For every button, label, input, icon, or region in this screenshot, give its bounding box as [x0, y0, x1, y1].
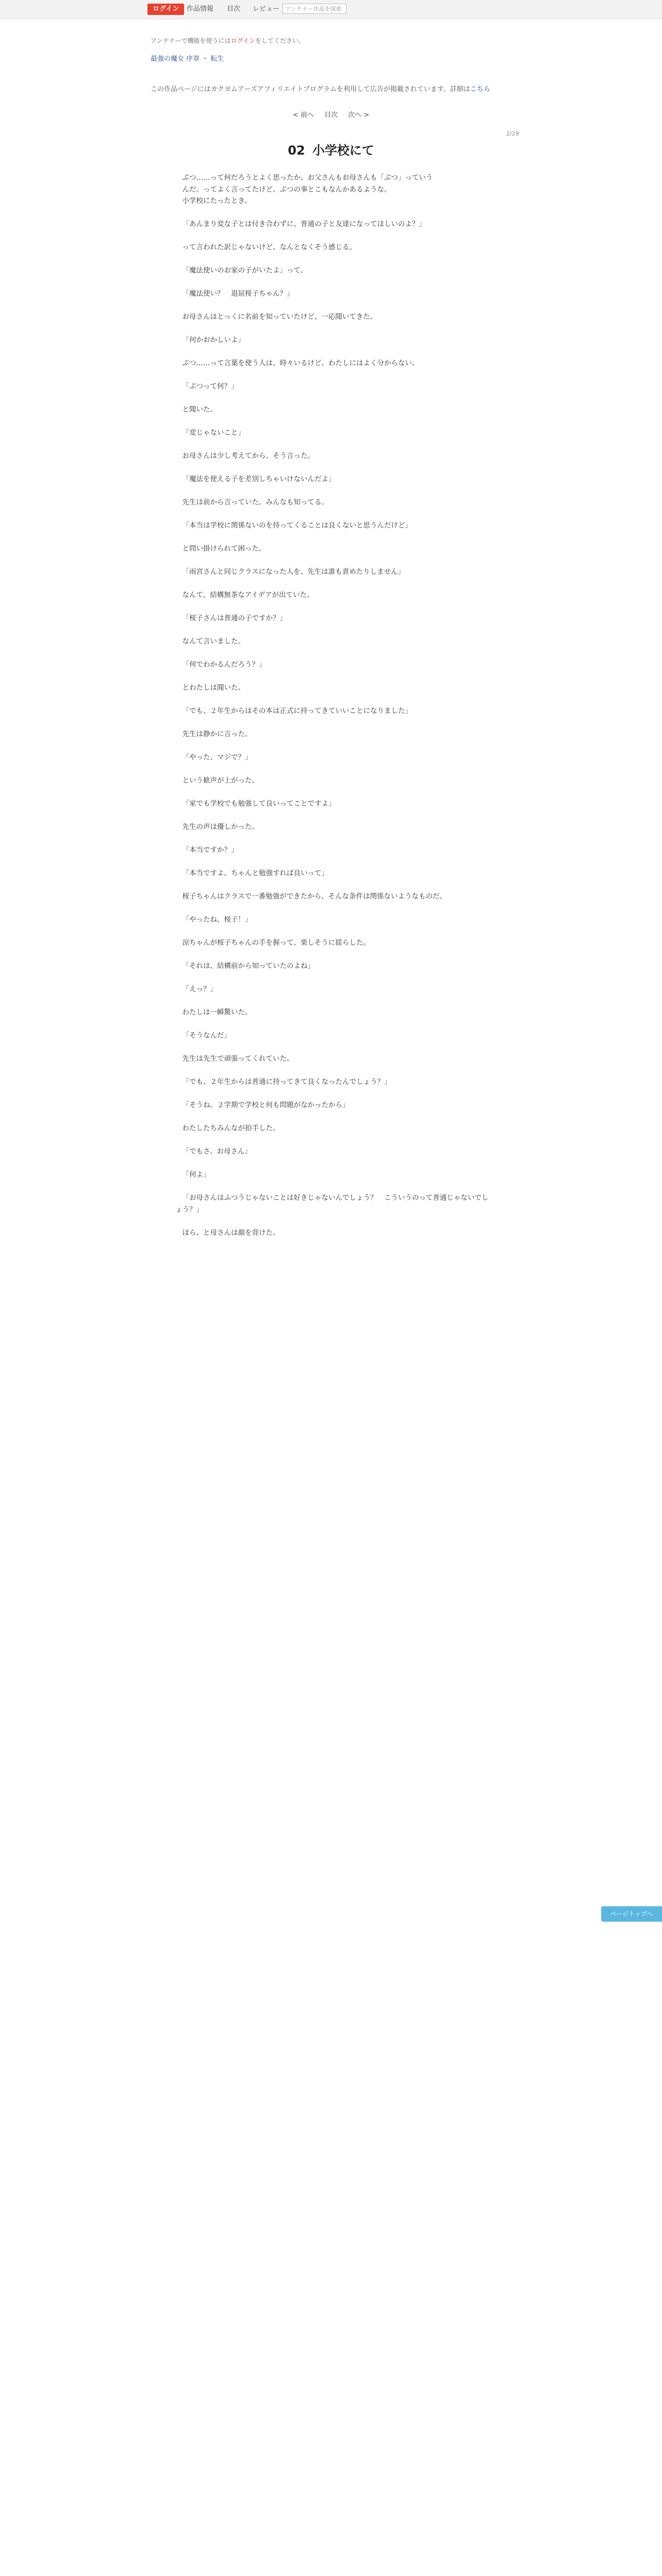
breadcrumb[interactable]: 最強の魔女 序章 ・ 転生	[151, 55, 224, 63]
body-paragraph: 「魔法を使える子を差別しちゃいけないんだよ」	[182, 475, 336, 483]
body-paragraph	[175, 903, 491, 914]
body-paragraph: んだ。ってよく言ってたけど、ぶつの事とこもなんかあるような。	[182, 185, 391, 194]
body-paragraph	[175, 949, 491, 961]
body-paragraph	[175, 1111, 491, 1123]
body-paragraph	[175, 926, 491, 938]
top-navigation-bar	[0, 0, 662, 19]
body-paragraph	[175, 671, 491, 683]
login-notice-before: アンテナーで機能を使うには	[151, 37, 231, 44]
prev-episode-link[interactable]: < 前へ	[292, 111, 314, 119]
body-paragraph: 「何でわかるんだろう？」	[182, 660, 266, 669]
body-paragraph	[175, 1215, 491, 1227]
body-paragraph: 小学校にたったとき。	[182, 197, 252, 205]
body-paragraph	[175, 810, 491, 822]
body-paragraph: 「桜子さんは普通の子ですか？」	[182, 614, 287, 622]
body-paragraph: 「でも、２年生からはその本は正式に持ってきていいことになりました」	[182, 707, 412, 715]
nav-toc[interactable]: 目次	[227, 5, 241, 13]
page-number: 2/29	[506, 130, 519, 137]
body-paragraph	[175, 601, 491, 613]
body-paragraph: とわたしは聞いた。	[182, 684, 245, 692]
body-paragraph: 「やったね、桜子！」	[182, 916, 252, 924]
body-paragraph: と問い掛けられて困った。	[182, 545, 266, 553]
body-paragraph: という歓声が上がった。	[182, 776, 259, 785]
affiliate-notice-text: この作品ページにはカクヨムアーズアフィリエイトプログラムを利用して広告が掲載されています。詳細は	[151, 86, 470, 93]
body-paragraph	[175, 787, 491, 799]
body-paragraph: 「変じゃないこと」	[182, 429, 245, 437]
body-paragraph	[175, 555, 491, 567]
body-paragraph: 「でも、２年生からは普通に持ってきて良くなったんでしょう？」	[182, 1078, 391, 1086]
search-input[interactable]: アンテナー作品を探索	[283, 4, 346, 14]
body-paragraph: 先生は先生で頑張ってくれていた。	[182, 1055, 294, 1063]
body-paragraph: 「何かおかしいよ」	[182, 336, 245, 344]
episode-number: 02	[288, 143, 305, 158]
nav-review[interactable]: レビュー	[253, 5, 280, 13]
body-paragraph	[175, 764, 491, 775]
body-paragraph: と聞いた。	[182, 405, 217, 414]
body-paragraph: 「本当は学校に関係ないのを持ってくることは良くないと思うんだけど」	[182, 521, 412, 530]
body-paragraph	[175, 462, 491, 474]
episode-pager	[0, 109, 662, 119]
body-paragraph	[175, 393, 491, 404]
affiliate-notice-link[interactable]: こちら	[470, 86, 490, 93]
body-paragraph	[175, 485, 491, 497]
body-paragraph: ほら、と母さんは顔を背けた。	[182, 1228, 280, 1237]
next-episode-link[interactable]: 次へ >	[348, 111, 370, 119]
body-paragraph: 「魔法使い？ 退屈桜子ちゃん？」	[182, 290, 294, 298]
body-paragraph	[175, 972, 491, 984]
body-paragraph: って言われた訳じゃないけど、なんとなくそう感じる。	[182, 243, 356, 251]
body-paragraph: ぶつ……って言葉を使う人は、時々いるけど、わたしにはよく分からない。	[182, 359, 419, 367]
episode-title-text: 小学校にて	[312, 143, 374, 158]
login-notice-after: をしてください。	[255, 37, 305, 44]
episode-body	[175, 172, 491, 1239]
body-paragraph: お母さんは少し考えてから、そう言った。	[182, 452, 315, 460]
body-paragraph: 「お母さんはふつうじゃないことは好きじゃないんでしょう？ こういうのって普通じゃないでしょう？」	[175, 1194, 489, 1214]
body-paragraph	[175, 1134, 491, 1146]
body-paragraph	[175, 1042, 491, 1054]
body-paragraph	[175, 416, 491, 428]
body-paragraph	[175, 323, 491, 335]
body-paragraph: 「家でも学校でも勉強して良いってことですよ」	[182, 800, 336, 808]
body-paragraph: 「えっ？」	[182, 985, 217, 993]
body-paragraph	[175, 277, 491, 289]
body-paragraph	[175, 624, 491, 636]
body-paragraph	[175, 578, 491, 590]
body-paragraph	[175, 1088, 491, 1100]
body-paragraph	[175, 300, 491, 312]
body-paragraph: 先生は前から言っていた。みんなも知ってる。	[182, 498, 328, 506]
body-paragraph	[175, 253, 491, 265]
episode-title	[0, 140, 662, 158]
body-paragraph: わたしたちみんなが拍手した。	[182, 1124, 280, 1132]
body-paragraph	[175, 740, 491, 752]
body-paragraph: なんて言いました。	[182, 637, 245, 646]
body-paragraph	[175, 1181, 491, 1193]
body-paragraph: お母さんはとっくに名前を知っていたけど、一応聞いてきた。	[182, 313, 377, 321]
body-paragraph	[175, 439, 491, 451]
scroll-top-tab[interactable]: ページトップへ	[601, 1906, 662, 1922]
body-paragraph: 涼ちゃんが桜子ちゃんの手を握って、楽しそうに揺らした。	[182, 939, 370, 947]
body-paragraph: 「何よ」	[182, 1171, 210, 1179]
login-notice-link[interactable]: ログイン	[230, 37, 255, 44]
body-paragraph: わたしは一瞬驚いた。	[182, 1008, 252, 1016]
body-paragraph: 「本当ですか？」	[182, 846, 238, 854]
body-paragraph	[175, 346, 491, 358]
body-paragraph	[175, 509, 491, 520]
login-button[interactable]: ログイン	[147, 4, 184, 15]
body-paragraph: 「それは、結構前から知っていたのよね」	[182, 962, 315, 970]
body-paragraph: 先生は静かに言った。	[182, 730, 252, 738]
body-paragraph: 「雨宮さんと同じクラスになった人を、先生は誰も責めたりしません」	[182, 568, 405, 576]
body-paragraph	[175, 856, 491, 868]
body-paragraph	[175, 717, 491, 729]
body-paragraph	[175, 369, 491, 381]
body-paragraph: 「そうなんだ」	[182, 1031, 231, 1040]
body-paragraph: なんて、結構無茶なアイデアが出ていた。	[182, 591, 314, 599]
body-paragraph: 「本当ですよ。ちゃんと勉強すれば良いって」	[182, 869, 328, 877]
body-paragraph: 「でもさ、お母さん」	[182, 1147, 252, 1156]
body-paragraph: 「やった、マジで？」	[182, 753, 252, 761]
body-paragraph	[175, 879, 491, 891]
body-paragraph	[175, 833, 491, 845]
body-paragraph: ぶつ……って何だろうとよく思ったか、お父さんもお母さんも「ぶつ」っていう	[182, 174, 433, 182]
body-paragraph	[175, 1019, 491, 1030]
body-paragraph: 「そうね。２学期で学校と何も問題がなかったから」	[182, 1101, 350, 1109]
body-paragraph	[175, 648, 491, 659]
body-paragraph: 「あんまり変な子とは付き合わずに、普通の子と友達になってほしいのよ？」	[182, 220, 426, 228]
nav-work-info[interactable]: 作品情報	[187, 5, 214, 13]
body-paragraph: 「魔法使いのお家の子がいたよ」って。	[182, 266, 308, 275]
affiliate-notice	[151, 83, 490, 93]
login-notice	[151, 36, 305, 45]
body-paragraph: 桜子ちゃんはクラスで一番勉強ができたから、そんな条件は関係ないようなものだ。	[182, 892, 447, 901]
body-paragraph: 「ぶつって何？」	[182, 382, 238, 391]
body-paragraph	[175, 230, 491, 242]
body-paragraph: 先生の声は優しかった。	[182, 823, 259, 831]
body-paragraph	[175, 1065, 491, 1077]
body-paragraph	[175, 532, 491, 544]
body-paragraph	[175, 207, 491, 219]
body-paragraph	[175, 694, 491, 706]
body-paragraph	[175, 1158, 491, 1170]
body-paragraph	[175, 995, 491, 1007]
toc-link[interactable]: 目次	[324, 111, 338, 119]
